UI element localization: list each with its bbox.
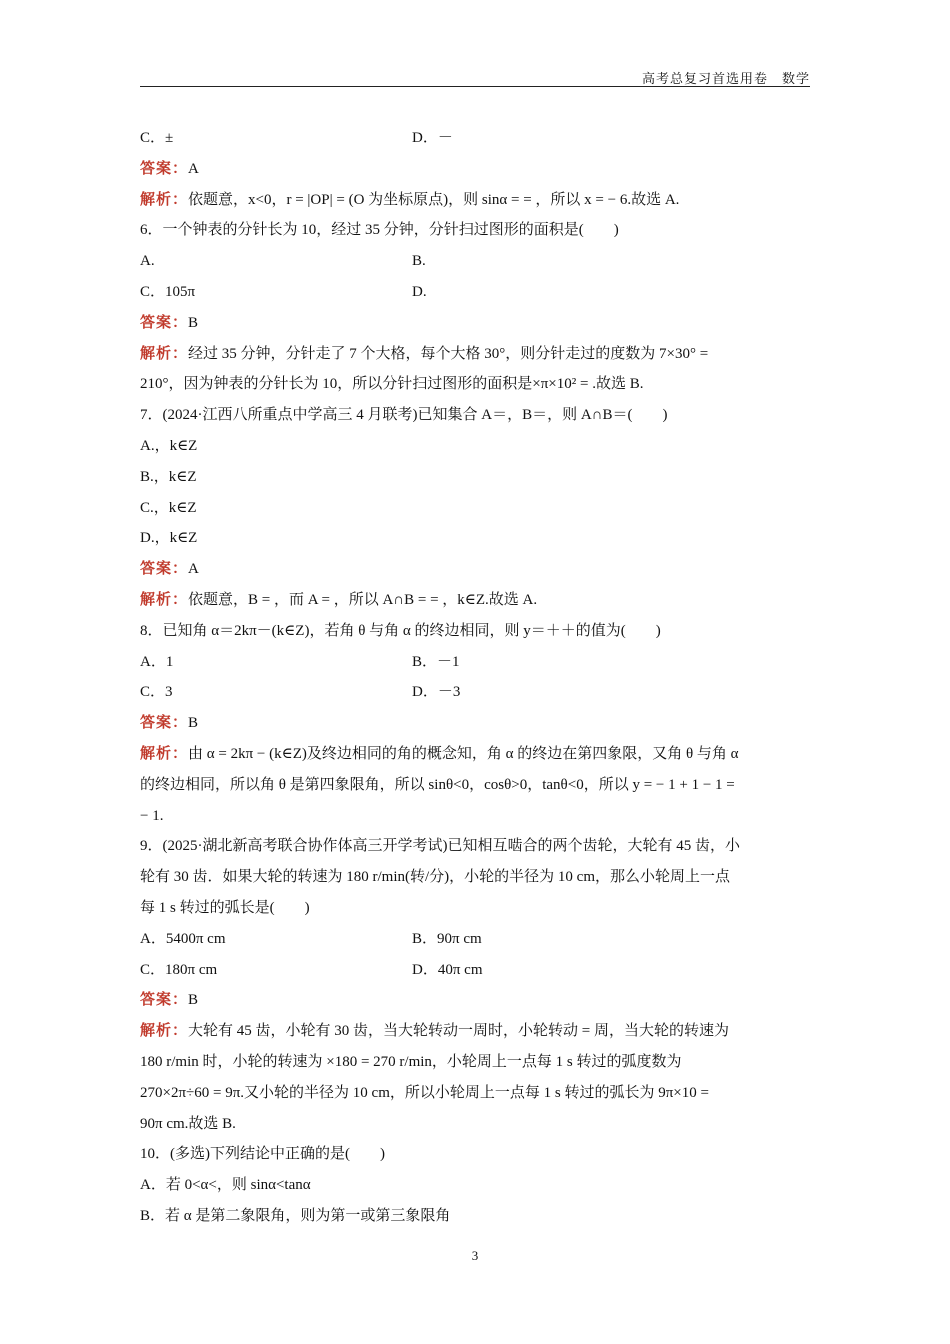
header-title: 高考总复习首选用卷 数学: [641, 71, 810, 86]
option-d: D．－3: [412, 684, 461, 701]
option-row: [140, 677, 810, 708]
analysis-label: 解析：: [140, 191, 189, 208]
option-row: [140, 955, 810, 986]
answer-line: [140, 308, 810, 339]
analysis-continuation: 210°，因为钟表的分针长为 10，所以分针扫过图形的面积是×π×10² = .故选 B.: [140, 376, 644, 393]
analysis-text: 依题意，B = ，而 A = ，所以 A∩B = = ，k∈Z.故选 A.: [188, 591, 538, 608]
answer-label: 答案：: [140, 715, 189, 732]
answer-line: [140, 154, 810, 185]
analysis-text: 大轮有 45 齿，小轮有 30 齿，当大轮转动一周时，小轮转动 = 周，当大轮的转速为: [188, 1023, 729, 1040]
option-row: [140, 123, 810, 154]
analysis-label: 解析：: [140, 345, 189, 362]
analysis-label: 解析：: [140, 1023, 189, 1040]
answer-line: [140, 708, 810, 739]
option-a: A．5400π cm: [140, 930, 226, 947]
option-c: C．105π: [140, 283, 196, 300]
option-c: C．±: [140, 130, 174, 146]
option-c: C．180π cm: [140, 961, 218, 978]
analysis-continuation: − 1.: [140, 807, 164, 824]
analysis-text: 由 α = 2kπ − (k∈Z)及终边相同的角的概念知，角 α 的终边在第四象限，又角 θ 与角 α: [188, 745, 739, 762]
option-a: A．若 0<α<，则 sinα<tanα: [140, 1177, 311, 1194]
analysis-text: 依题意，x<0，r = |OP| = (O 为坐标原点)，则 sinα = = ，所以 x = − 6.故选 A.: [188, 191, 680, 208]
question-9-continuation: 每 1 s 转过的弧长是( ): [140, 899, 310, 916]
analysis-continuation: 180 r/min 时，小轮的转速为 ×180 = 270 r/min，小轮周上一点每 1 s 转过的弧度数为: [140, 1053, 682, 1070]
page-header: [140, 68, 810, 87]
analysis-text: 经过 35 分钟，分针走了 7 个大格，每个大格 30°，则分针走过的度数为 7×30° =: [188, 345, 709, 362]
option-d: D.: [412, 283, 427, 300]
option-a: A.: [140, 253, 155, 270]
question-10: 10．(多选)下列结论中正确的是( ): [140, 1146, 385, 1163]
question-6: 6．一个钟表的分针长为 10，经过 35 分钟，分针扫过图形的面积是( ): [140, 222, 619, 239]
page-number: 3: [471, 1248, 479, 1263]
option-c: C．3: [140, 684, 173, 701]
option-d: D．40π cm: [412, 961, 483, 978]
option-a: A．1: [140, 653, 174, 670]
analysis-continuation: 90π cm.故选 B.: [140, 1115, 236, 1132]
option-row: [140, 246, 810, 277]
answer-line: [140, 554, 810, 585]
analysis-line: [140, 585, 810, 616]
option-b: B．90π cm: [412, 930, 482, 947]
option-a: A.，k∈Z: [140, 437, 198, 454]
analysis-line: [140, 739, 810, 770]
answer-value: B: [188, 314, 199, 331]
option-d: D．－: [412, 130, 453, 146]
option-b: B.: [412, 253, 426, 270]
option-d: D.，k∈Z: [140, 530, 198, 547]
answer-label: 答案：: [140, 992, 189, 1009]
option-row: [140, 277, 810, 308]
question-9: 9．(2025·湖北新高考联合协作体高三开学考试)已知相互啮合的两个齿轮，大轮有 45 齿，小: [140, 838, 740, 855]
question-9-continuation: 轮有 30 齿．如果大轮的转速为 180 r/min(转/分)，小轮的半径为 10 cm，那么小轮周上一点: [140, 869, 730, 886]
option-row: [140, 647, 810, 678]
answer-line: [140, 985, 810, 1016]
analysis-label: 解析：: [140, 745, 189, 762]
option-b: B．－1: [412, 653, 460, 670]
option-b: B.，k∈Z: [140, 468, 197, 485]
document-body: [140, 123, 810, 1232]
analysis-line: [140, 185, 810, 216]
option-row: [140, 924, 810, 955]
analysis-continuation: 270×2π÷60 = 9π.又小轮的半径为 10 cm，所以小轮周上一点每 1 s 转过的弧长为 9π×10 =: [140, 1084, 709, 1101]
analysis-line: [140, 1016, 810, 1047]
question-8: 8．已知角 α＝2kπ－(k∈Z)，若角 θ 与角 α 的终边相同，则 y＝＋＋的值为( ): [140, 622, 661, 639]
answer-label: 答案：: [140, 160, 189, 177]
answer-value: B: [188, 715, 199, 732]
answer-label: 答案：: [140, 314, 189, 331]
analysis-line: [140, 339, 810, 370]
option-c: C.，k∈Z: [140, 499, 197, 516]
option-b: B．若 α 是第二象限角，则为第一或第三象限角: [140, 1207, 451, 1224]
answer-value: A: [188, 561, 199, 578]
question-7: 7．(2024·江西八所重点中学高三 4 月联考)已知集合 A＝，B＝，则 A∩B＝( ): [140, 407, 668, 424]
answer-value: A: [188, 160, 199, 177]
analysis-continuation: 的终边相同，所以角 θ 是第四象限角，所以 sinθ<0，cosθ>0，tanθ<0，所以 y = − 1 + 1 − 1 =: [140, 776, 735, 793]
answer-value: B: [188, 992, 199, 1009]
analysis-label: 解析：: [140, 591, 189, 608]
answer-label: 答案：: [140, 561, 189, 578]
